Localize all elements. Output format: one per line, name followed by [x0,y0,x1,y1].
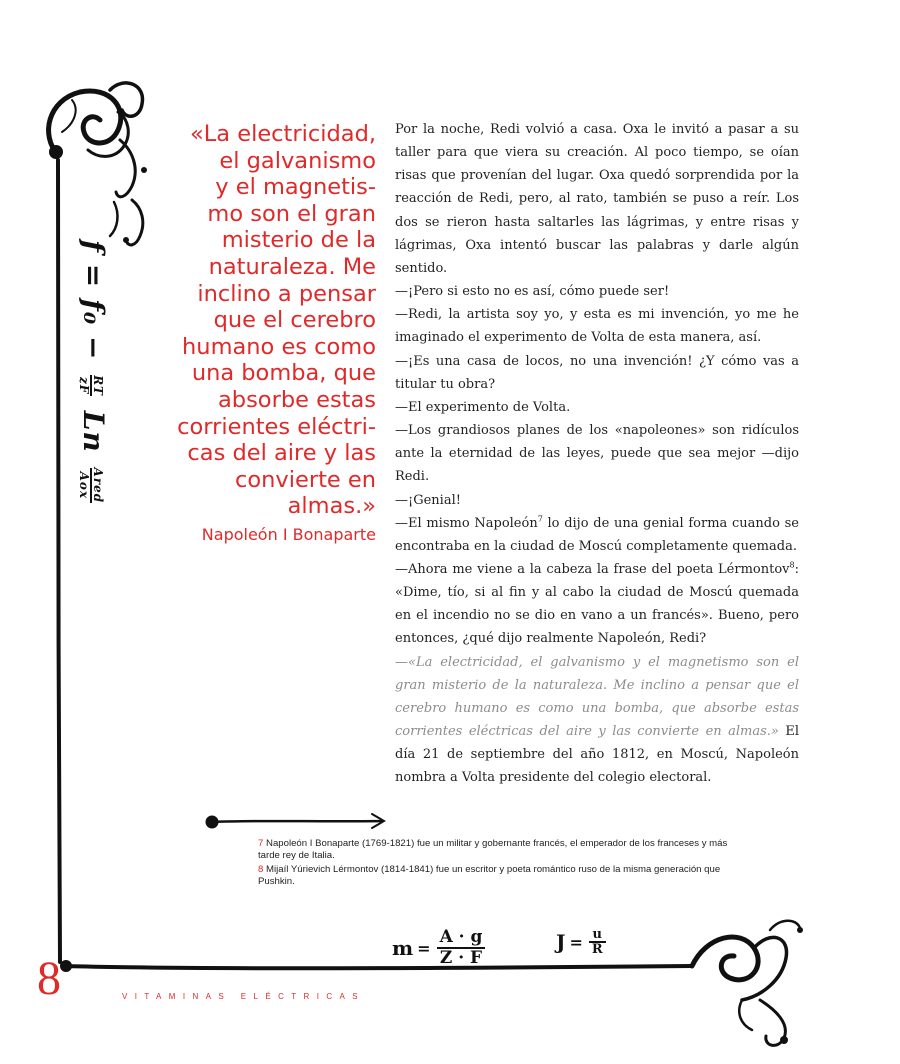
paragraph [395,512,799,558]
quote-line: una bomba, que [191,360,376,387]
quote-line: convierte en [235,466,376,493]
vformula-frac-den: zF [77,376,92,395]
paragraph-text: : «Dime, tío, si al fin y al cabo la ciudad de Moscú quemada en el incendio no se dio en vano a un francés». Bueno, pero entonces, ¿qué dijo realmente Napoleón, Redi? [395,561,799,647]
paragraph: —¡Genial! [395,492,461,508]
formula-m-fraction [437,928,486,968]
vformula-frac2-num: Ared [91,467,106,504]
bottom-right-scroll [692,937,758,980]
paragraph-text: lo dijo de una genial forma cuando se encontraba en la ciudad de Moscú completamente quemada. [395,515,799,554]
running-title: VITAMINAS ELÉCTRICAS [122,992,365,1001]
formula-j-fraction [589,928,606,956]
quote-line: cas del aire y las [187,440,376,467]
paragraph: —Los grandiosos planes de los «napoleones» son ridículos ante la eternidad de las leyes, puede que sea mejor —dijo Redi. [395,423,799,485]
formula-m-lhs: m [392,936,414,960]
quote-author: Napoleón I Bonaparte [201,524,376,544]
quote-line: absorbe estas [218,386,376,413]
paragraph [395,558,799,651]
paragraph-text: —Ahora me viene a la cabeza la frase del poeta Lérmontov [395,561,790,577]
quote-line: el galvanismo [219,147,376,174]
formula-j-eq: = [569,932,583,952]
quote-line: almas.» [287,493,376,520]
footnote-ref: 7 [537,514,543,524]
quote-line: inclino a pensar [197,280,376,307]
quote-line: y el magnetis- [215,174,376,201]
footnote-text: Mijaíl Yúrievich Lérmontov (1814-1841) fue un escritor y poeta romántico ruso de la misma generación que Pushkin. [258,864,721,887]
top-left-scroll [49,91,121,155]
footnote-arrow-line [212,821,382,822]
footnote-number: 8 [258,864,264,876]
formula-j-den: R [591,942,603,957]
footnote-ref: 8 [789,560,795,570]
paragraph: —Redi, la artista soy yo, y esta es mi invención, yo me he imaginado el experimento de Volta de esta manera, así. [395,307,799,346]
paragraph: Por la noche, Redi volvió a casa. Oxa le invitó a pasar a su taller para que viera su creación. Al poco tiempo, se oían risas que provenían del lugar. Oxa quedó sorprendida por la reacción de Redi, pero, al rato, también se puso a reír. Los dos se rieron hasta saltarles las lágrimas, y entre risas y lágrimas, Oxa intentó buscar las palabras y darle algún sentido. [395,122,799,276]
quote-line: que el cerebro [213,307,376,334]
vformula-part1: f = f₀ − [77,240,110,361]
footnote [258,864,728,887]
formula-j-num: u [589,928,606,943]
paragraph: —¡Pero si esto no es así, cómo puede ser! [395,284,670,300]
vformula-part2: Ln [77,410,110,453]
italic-quote: —«La electricidad, el galvanismo y el magnetismo son el gran misterio de la naturaleza. Me inclino a pensar que el cerebro humano es como una bomba, que absorbe estas corrientes eléctricas del aire y las convierte en almas.» [395,654,799,740]
formula-m-den: Z · F [439,948,483,968]
quote-line: corrientes eléctri- [177,413,376,440]
quote-line: mo son el gran [207,200,376,227]
formula-j-lhs: J [556,930,566,954]
footnote-number: 7 [258,838,264,849]
paragraph: —El experimento de Volta. [395,399,571,415]
formula-current [556,928,606,956]
vformula-frac-num: RT [91,375,106,396]
footnote-arrow-dot [206,816,219,829]
vertical-formula [60,240,110,504]
paragraph-text: El día 21 de septiembre del año 1812, en Moscú, Napoleón nombra a Volta presidente del colegio electoral. [395,724,800,786]
quote-line: humano es como [182,333,376,360]
vformula-fraction [79,375,105,396]
vformula-fraction-2 [79,468,105,504]
quote-line: misterio de la [221,227,376,254]
bottom-horizontal-line [66,966,692,968]
formula-m-eq: = [417,938,431,958]
paragraph-text: —El mismo Napoleón [395,515,538,531]
paragraph: —¡Es una casa de locos, no una invención! ¿Y cómo vas a titular tu obra? [395,353,799,392]
vformula-frac2-den: Aox [77,471,92,500]
pull-quote [140,121,376,548]
body-text [395,118,799,790]
footnote [258,838,728,861]
formula-mass [392,928,485,968]
paragraph [395,651,799,790]
formula-m-num: A · g [437,928,486,949]
page-number: 8 [37,952,61,1005]
footnote-text: Napoleón I Bonaparte (1769-1821) fue un militar y gobernante francés, el emperador de los franceses y más tarde rey de Italia. [258,838,728,861]
quote-line: «La electricidad, [190,121,376,147]
quote-line: naturaleza. Me [208,253,376,280]
footnotes [258,838,728,890]
